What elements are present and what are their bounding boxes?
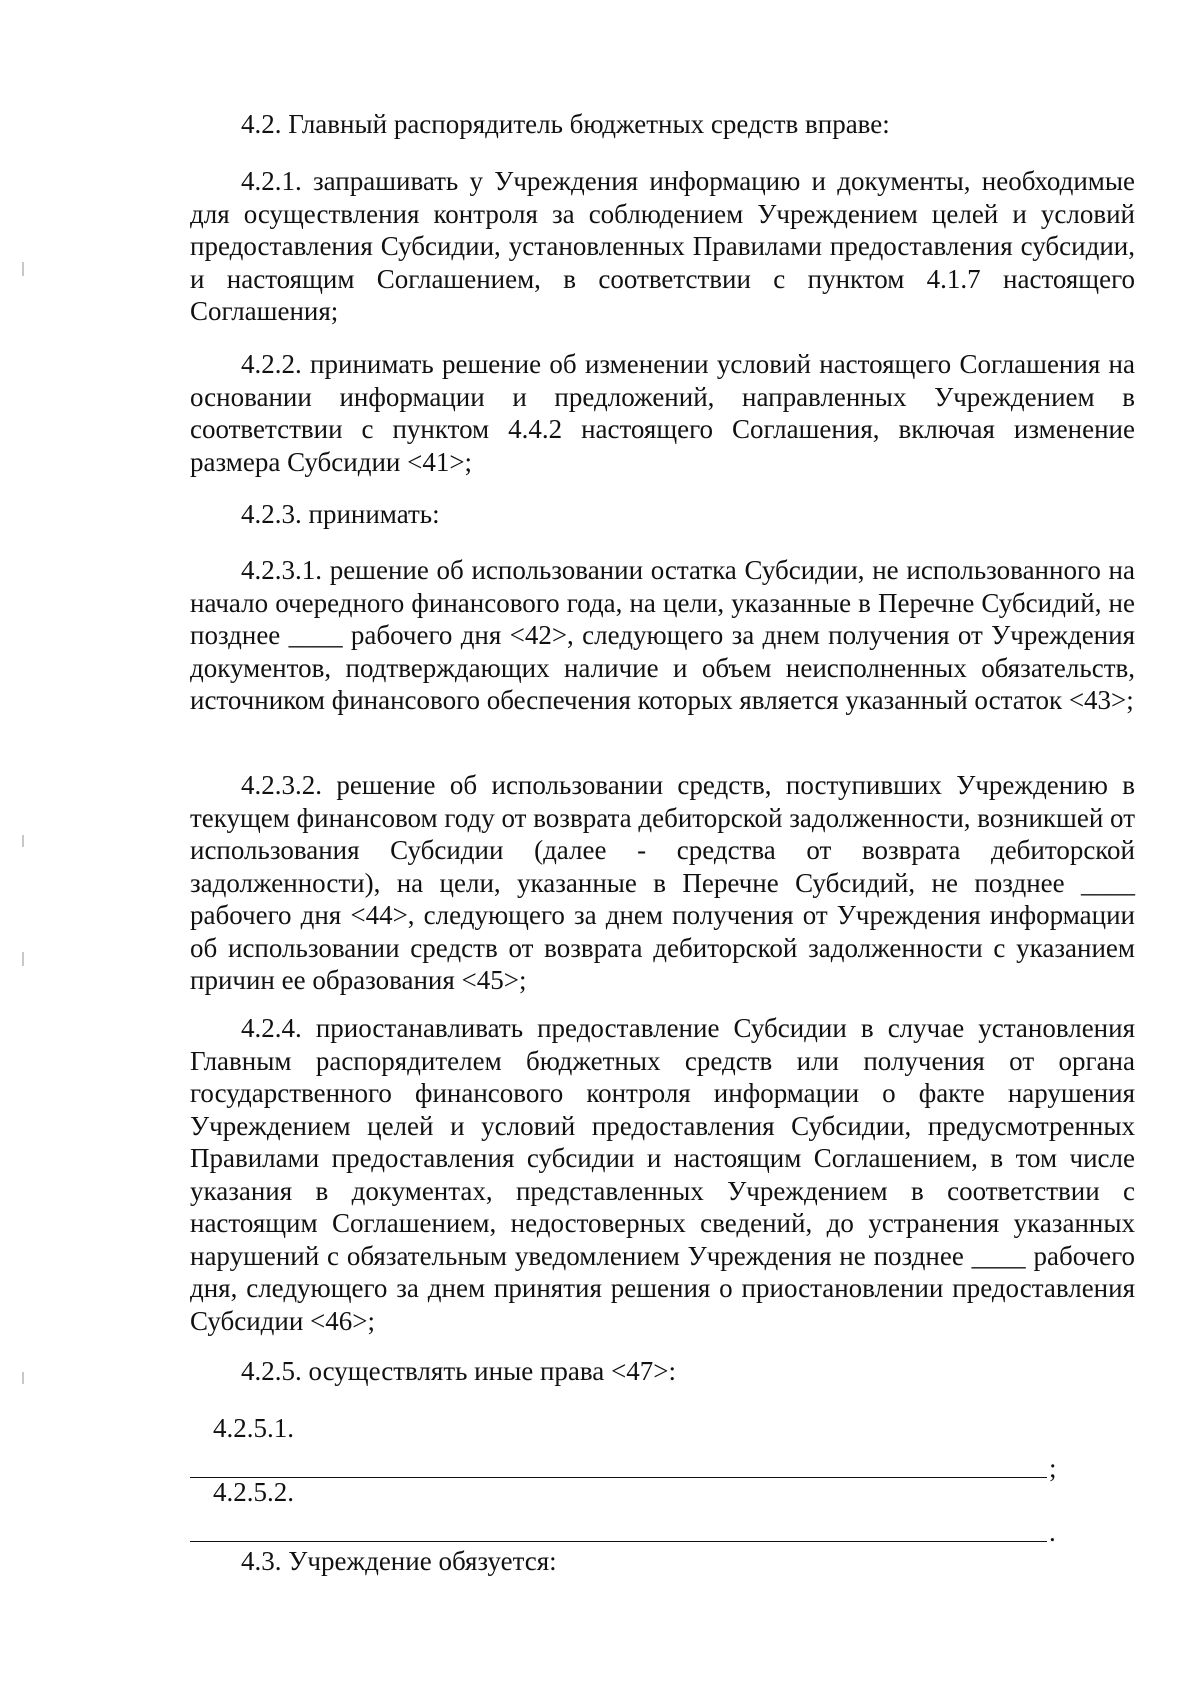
item-4-2-5-1-number: 4.2.5.1. [213, 1413, 294, 1443]
item-4-2-5-2-number: 4.2.5.2. [213, 1477, 294, 1507]
paragraph-4-2-4: 4.2.4. приостанавливать предоставление Субсидии в случае установления Главным распорядителем бюджетных средств или получения от органа государственного финансового контроля информации о факте нарушения Учреждением целей и условий предоставления Субсидии, предусмотренных Правилами предоставления субсидии и настоящим Соглашением, в том числе указания в документах, представленных Учреждением в соответствии с настоящим Соглашением, недостоверных сведений, до устранения указанных нарушений с обязательным уведомлением Учреждения не позднее ____ рабочего дня, следующего за днем принятия решения о приостановлении предоставления Субсидии <46>; [190, 1013, 1135, 1336]
scan-artifact [22, 262, 24, 276]
section-4-2-heading: 4.2. Главный распорядитель бюджетных средств вправе: [241, 109, 890, 139]
scan-artifact [22, 835, 24, 847]
paragraph-4-2-1: 4.2.1. запрашивать у Учреждения информацию и документы, необходимые для осуществления контроля за соблюдением Учреждением целей и условий предоставления Субсидии, установленных Правилами предоставления субсидии, и настоящим Соглашением, в соответствии с пунктом 4.1.7 настоящего Соглашения; [190, 166, 1135, 326]
section-4-3-heading: 4.3. Учреждение обязуется: [241, 1546, 557, 1576]
scan-artifact [22, 952, 24, 966]
paragraph-4-2-2: 4.2.2. принимать решение об изменении условий настоящего Соглашения на основании информации и предложений, направленных Учреждением в соответствии с пунктом 4.4.2 настоящего Соглашения, включая изменение размера Субсидии <41>; [190, 349, 1135, 477]
item-4-2-5-2-blank-line [190, 1541, 1047, 1542]
item-4-2-5-2-period: . [1049, 1517, 1056, 1547]
item-4-2-5-1-blank-line [190, 1477, 1047, 1478]
item-4-2-5-1-semicolon: ; [1049, 1453, 1057, 1483]
paragraph-4-2-3-1: 4.2.3.1. решение об использовании остатка Субсидии, не использованного на начало очередного финансового года, на цели, указанные в Перечне Субсидий, не позднее ____ рабочего дня <42>, следующего за днем получения от Учреждения документов, подтверждающих наличие и объем неисполненных обязательств, источником финансового обеспечения которых является указанный остаток <43>; [190, 555, 1135, 715]
scan-artifact [22, 1372, 24, 1384]
paragraph-4-2-5: 4.2.5. осуществлять иные права <47>: [241, 1356, 676, 1386]
paragraph-4-2-3: 4.2.3. принимать: [241, 499, 440, 529]
paragraph-4-2-3-2: 4.2.3.2. решение об использовании средств, поступивших Учреждению в текущем финансовом году от возврата дебиторской задолженности, возникшей от использования Субсидии (далее - средства от возврата дебиторской задолженности), на цели, указанные в Перечне Субсидий, не позднее ____ рабочего дня <44>, следующего за днем получения от Учреждения информации об использовании средств от возврата дебиторской задолженности с указанием причин ее образования <45>; [190, 770, 1135, 995]
